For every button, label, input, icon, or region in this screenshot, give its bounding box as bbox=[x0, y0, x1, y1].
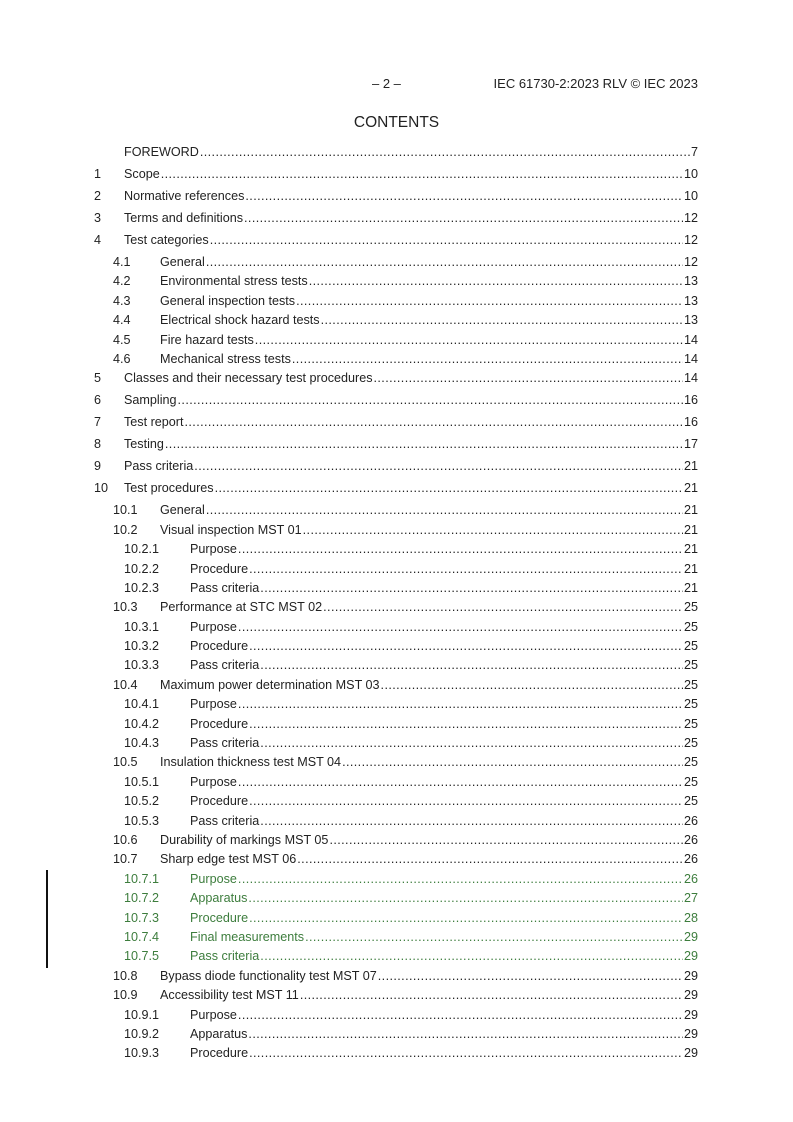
dot-leader bbox=[238, 1006, 683, 1025]
toc-entry-page: 7 bbox=[690, 145, 698, 159]
dot-leader bbox=[238, 618, 683, 637]
toc-entry-number: 10.4.2 bbox=[124, 716, 160, 731]
change-bar bbox=[46, 870, 48, 968]
toc-entry-title: Sampling bbox=[124, 391, 178, 413]
toc-entry-title: Bypass diode functionality test MST 07 bbox=[160, 967, 378, 986]
toc-entry-title: Pass criteria bbox=[124, 457, 194, 479]
toc-entry[interactable] bbox=[94, 311, 698, 330]
dot-leader bbox=[249, 1044, 683, 1063]
toc-entry-page: 16 bbox=[683, 393, 698, 408]
toc-entry-page: 26 bbox=[683, 852, 698, 867]
dot-leader bbox=[296, 292, 683, 311]
toc-entry-page: 25 bbox=[683, 755, 698, 770]
toc-entry-number: 10.4.1 bbox=[124, 697, 160, 712]
toc-entry-number: 10.9 bbox=[113, 988, 138, 1003]
dot-leader bbox=[342, 753, 683, 772]
toc-entry-title: Procedure bbox=[190, 1044, 249, 1063]
dot-leader bbox=[381, 676, 683, 695]
toc-entry-title: Normative references bbox=[124, 187, 245, 209]
toc-entry-number: 3 bbox=[94, 211, 102, 225]
toc-entry-title: Procedure bbox=[190, 715, 249, 734]
toc-entry-number: 10.2.1 bbox=[124, 542, 160, 557]
toc-entry-number: 10.7 bbox=[113, 852, 138, 867]
toc-entry-number bbox=[94, 143, 124, 165]
toc-entry[interactable] bbox=[94, 870, 698, 889]
document-identifier: IEC 61730-2:2023 RLV © IEC 2023 bbox=[493, 76, 698, 91]
dot-leader bbox=[260, 579, 683, 598]
table-of-contents bbox=[94, 143, 698, 1064]
toc-entry[interactable] bbox=[94, 292, 698, 311]
toc-entry-title: Procedure bbox=[190, 792, 249, 811]
dot-leader bbox=[297, 850, 683, 869]
toc-entry-number: 10.2 bbox=[113, 522, 138, 537]
toc-entry-page: 17 bbox=[683, 437, 698, 452]
toc-entry-page: 21 bbox=[683, 522, 698, 537]
toc-entry-page: 26 bbox=[683, 871, 698, 886]
toc-entry[interactable] bbox=[94, 457, 698, 479]
dot-leader bbox=[309, 272, 683, 291]
dot-leader bbox=[200, 143, 690, 165]
toc-entry-title: Test procedures bbox=[124, 479, 215, 501]
toc-entry-number: 2 bbox=[94, 189, 102, 203]
toc-entry-page: 12 bbox=[683, 233, 698, 247]
toc-entry-title: Mechanical stress tests bbox=[160, 350, 292, 369]
toc-entry-page: 25 bbox=[683, 774, 698, 789]
dot-leader bbox=[260, 947, 683, 966]
toc-entry-number: 10.9.2 bbox=[124, 1026, 160, 1041]
toc-entry-number: 4.1 bbox=[113, 255, 131, 269]
toc-entry-title: Purpose bbox=[190, 870, 238, 889]
toc-entry-title: Accessibility test MST 11 bbox=[160, 986, 300, 1005]
toc-entry[interactable] bbox=[94, 231, 698, 253]
toc-entry[interactable] bbox=[94, 967, 698, 986]
toc-entry[interactable] bbox=[94, 272, 698, 291]
toc-entry-title: Visual inspection MST 01 bbox=[160, 521, 303, 540]
dot-leader bbox=[321, 311, 683, 330]
toc-entry-page: 10 bbox=[683, 167, 698, 181]
dot-leader bbox=[329, 831, 683, 850]
toc-entry-number: 4 bbox=[94, 233, 102, 247]
toc-entry-page: 25 bbox=[683, 658, 698, 673]
toc-entry-title: Insulation thickness test MST 04 bbox=[160, 753, 342, 772]
toc-entry-page: 21 bbox=[683, 542, 698, 557]
toc-entry-title: Procedure bbox=[190, 637, 249, 656]
toc-entry-number: 1 bbox=[94, 167, 102, 181]
dot-leader bbox=[165, 435, 683, 457]
toc-entry[interactable] bbox=[94, 792, 698, 811]
dot-leader bbox=[260, 734, 683, 753]
toc-entry-title: Performance at STC MST 02 bbox=[160, 598, 323, 617]
toc-entry-number: 4.2 bbox=[113, 274, 131, 289]
toc-entry[interactable] bbox=[94, 889, 698, 908]
page-number: – 2 – bbox=[372, 76, 401, 91]
dot-leader bbox=[238, 695, 683, 714]
toc-entry-number: 10.6 bbox=[113, 832, 138, 847]
toc-entry-number: 10.5 bbox=[113, 755, 138, 770]
toc-entry-page: 13 bbox=[683, 274, 698, 289]
dot-leader bbox=[249, 909, 683, 928]
toc-entry[interactable] bbox=[94, 928, 698, 947]
toc-entry[interactable] bbox=[94, 947, 698, 966]
toc-entry-page: 29 bbox=[683, 1007, 698, 1022]
toc-entry-number: 10.9.3 bbox=[124, 1046, 160, 1061]
toc-entry[interactable] bbox=[94, 501, 698, 520]
toc-entry-number: 5 bbox=[94, 371, 102, 386]
dot-leader bbox=[238, 540, 683, 559]
toc-entry-number: 10.4 bbox=[113, 677, 138, 692]
toc-entry[interactable] bbox=[94, 187, 698, 209]
toc-entry-title: Durability of markings MST 05 bbox=[160, 831, 329, 850]
toc-entry-title: General bbox=[160, 253, 206, 272]
toc-entry[interactable] bbox=[94, 1006, 698, 1025]
toc-entry[interactable] bbox=[94, 753, 698, 772]
toc-entry[interactable] bbox=[94, 413, 698, 435]
toc-entry-title: Apparatus bbox=[190, 1025, 248, 1044]
dot-leader bbox=[178, 391, 683, 413]
toc-entry-page: 12 bbox=[683, 211, 698, 225]
toc-entry-number: 7 bbox=[94, 415, 102, 430]
toc-entry-page: 29 bbox=[683, 1026, 698, 1041]
toc-entry[interactable] bbox=[94, 656, 698, 675]
dot-leader bbox=[249, 715, 683, 734]
toc-entry-title: Purpose bbox=[190, 618, 238, 637]
dot-leader bbox=[249, 560, 683, 579]
toc-entry-page: 21 bbox=[683, 481, 698, 496]
toc-entry-number: 10.9.1 bbox=[124, 1007, 160, 1022]
toc-entry[interactable] bbox=[94, 812, 698, 831]
dot-leader bbox=[249, 792, 683, 811]
toc-entry-page: 26 bbox=[683, 832, 698, 847]
toc-entry-title: Procedure bbox=[190, 909, 249, 928]
toc-entry-number: 4.5 bbox=[113, 332, 131, 347]
dot-leader bbox=[305, 928, 683, 947]
toc-entry-title: General inspection tests bbox=[160, 292, 296, 311]
toc-entry[interactable] bbox=[94, 253, 698, 272]
toc-entry-title: Apparatus bbox=[190, 889, 248, 908]
toc-entry-title: Maximum power determination MST 03 bbox=[160, 676, 381, 695]
toc-entry[interactable] bbox=[94, 618, 698, 637]
toc-entry[interactable] bbox=[94, 391, 698, 413]
toc-entry[interactable] bbox=[94, 773, 698, 792]
dot-leader bbox=[206, 501, 683, 520]
toc-entry[interactable] bbox=[94, 695, 698, 714]
toc-entry[interactable] bbox=[94, 598, 698, 617]
dot-leader bbox=[249, 637, 683, 656]
dot-leader bbox=[374, 369, 683, 391]
toc-entry-number: 10.3.3 bbox=[124, 658, 160, 673]
toc-entry-number: 10.5.1 bbox=[124, 774, 160, 789]
toc-entry-title: Test categories bbox=[124, 231, 210, 253]
toc-entry[interactable] bbox=[94, 579, 698, 598]
toc-entry-title: Procedure bbox=[190, 560, 249, 579]
toc-entry-title: Purpose bbox=[190, 540, 238, 559]
dot-leader bbox=[303, 521, 683, 540]
toc-entry-number: 10.3 bbox=[113, 600, 138, 615]
toc-entry-number: 10.7.5 bbox=[124, 949, 160, 964]
toc-entry-page: 25 bbox=[683, 736, 698, 751]
toc-entry-page: 29 bbox=[683, 988, 698, 1003]
toc-entry-page: 25 bbox=[683, 619, 698, 634]
toc-entry-page: 13 bbox=[683, 313, 698, 328]
toc-entry-title: Fire hazard tests bbox=[160, 331, 255, 350]
toc-entry-number: 10 bbox=[94, 481, 109, 496]
toc-entry[interactable] bbox=[94, 850, 698, 869]
toc-entry[interactable] bbox=[94, 1025, 698, 1044]
toc-entry-number: 9 bbox=[94, 459, 102, 474]
toc-entry-page: 13 bbox=[683, 293, 698, 308]
toc-entry-page: 27 bbox=[683, 891, 698, 906]
toc-entry-title: Purpose bbox=[190, 1006, 238, 1025]
toc-entry-title: Pass criteria bbox=[190, 579, 260, 598]
toc-entry-page: 25 bbox=[683, 677, 698, 692]
toc-entry-page: 29 bbox=[683, 1046, 698, 1061]
toc-entry-title: Environmental stress tests bbox=[160, 272, 309, 291]
toc-entry-number: 10.3.2 bbox=[124, 639, 160, 654]
toc-entry-number: 10.7.2 bbox=[124, 891, 160, 906]
toc-entry-number: 10.3.1 bbox=[124, 619, 160, 634]
toc-entry-number: 10.7.4 bbox=[124, 929, 160, 944]
toc-entry-title: Test report bbox=[124, 413, 185, 435]
toc-entry-page: 26 bbox=[683, 813, 698, 828]
toc-entry-number: 10.7.3 bbox=[124, 910, 160, 925]
dot-leader bbox=[161, 165, 683, 187]
toc-entry-number: 10.5.2 bbox=[124, 794, 160, 809]
dot-leader bbox=[238, 773, 683, 792]
toc-entry[interactable] bbox=[94, 540, 698, 559]
dot-leader bbox=[238, 870, 683, 889]
toc-entry-number: 10.7.1 bbox=[124, 871, 160, 886]
toc-entry[interactable] bbox=[94, 1044, 698, 1063]
toc-entry-title: FOREWORD bbox=[124, 143, 200, 165]
toc-entry-page: 21 bbox=[683, 503, 698, 518]
toc-entry-page: 29 bbox=[683, 949, 698, 964]
toc-entry[interactable] bbox=[94, 831, 698, 850]
dot-leader bbox=[248, 1025, 683, 1044]
dot-leader bbox=[244, 209, 683, 231]
dot-leader bbox=[194, 457, 683, 479]
toc-entry[interactable] bbox=[94, 734, 698, 753]
toc-entry[interactable] bbox=[94, 209, 698, 231]
toc-entry-title: Testing bbox=[124, 435, 165, 457]
dot-leader bbox=[185, 413, 683, 435]
toc-entry-page: 12 bbox=[683, 255, 698, 269]
dot-leader bbox=[292, 350, 683, 369]
toc-entry-page: 25 bbox=[683, 639, 698, 654]
toc-entry[interactable] bbox=[94, 165, 698, 187]
toc-entry-title: Pass criteria bbox=[190, 734, 260, 753]
toc-entry-page: 14 bbox=[683, 371, 698, 386]
toc-entry-title: Purpose bbox=[190, 695, 238, 714]
dot-leader bbox=[210, 231, 683, 253]
toc-entry[interactable] bbox=[94, 715, 698, 734]
toc-entry-page: 25 bbox=[683, 600, 698, 615]
toc-entry-page: 25 bbox=[683, 794, 698, 809]
toc-entry-number: 4.4 bbox=[113, 313, 131, 328]
dot-leader bbox=[248, 889, 683, 908]
toc-entry-page: 14 bbox=[683, 351, 698, 366]
toc-entry-number: 10.2.3 bbox=[124, 580, 160, 595]
contents-title: CONTENTS bbox=[353, 114, 440, 131]
toc-entry-title: Scope bbox=[124, 165, 161, 187]
dot-leader bbox=[215, 479, 683, 501]
toc-entry-number: 6 bbox=[94, 393, 102, 408]
toc-entry-page: 29 bbox=[683, 929, 698, 944]
toc-entry[interactable] bbox=[94, 676, 698, 695]
toc-entry-page: 14 bbox=[683, 332, 698, 347]
toc-entry[interactable] bbox=[94, 435, 698, 457]
dot-leader bbox=[300, 986, 683, 1005]
toc-entry-number: 10.8 bbox=[113, 968, 138, 983]
dot-leader bbox=[260, 812, 683, 831]
toc-entry-page: 21 bbox=[683, 561, 698, 576]
toc-entry-title: Sharp edge test MST 06 bbox=[160, 850, 297, 869]
toc-entry-title: Classes and their necessary test procedures bbox=[124, 369, 374, 391]
toc-entry[interactable] bbox=[94, 560, 698, 579]
dot-leader bbox=[255, 331, 683, 350]
toc-entry-title: Pass criteria bbox=[190, 812, 260, 831]
toc-entry[interactable] bbox=[94, 479, 698, 501]
dot-leader bbox=[206, 253, 683, 272]
toc-entry-page: 29 bbox=[683, 968, 698, 983]
toc-entry[interactable] bbox=[94, 331, 698, 350]
toc-entry-title: Pass criteria bbox=[190, 947, 260, 966]
toc-entry[interactable] bbox=[94, 369, 698, 391]
toc-entry-page: 10 bbox=[683, 189, 698, 203]
toc-entry-number: 10.4.3 bbox=[124, 736, 160, 751]
toc-entry-title: Terms and definitions bbox=[124, 209, 244, 231]
toc-entry-title: Purpose bbox=[190, 773, 238, 792]
toc-entry-title: Pass criteria bbox=[190, 656, 260, 675]
toc-entry-number: 10.2.2 bbox=[124, 561, 160, 576]
toc-entry-number: 4.6 bbox=[113, 351, 131, 366]
toc-entry-page: 28 bbox=[683, 910, 698, 925]
toc-entry[interactable] bbox=[94, 909, 698, 928]
toc-entry-number: 10.1 bbox=[113, 503, 138, 518]
toc-entry-title: General bbox=[160, 501, 206, 520]
toc-entry-page: 21 bbox=[683, 580, 698, 595]
dot-leader bbox=[378, 967, 683, 986]
toc-entry[interactable] bbox=[94, 986, 698, 1005]
toc-entry-title: Final measurements bbox=[190, 928, 305, 947]
toc-entry[interactable] bbox=[94, 350, 698, 369]
toc-entry[interactable] bbox=[94, 637, 698, 656]
toc-entry-page: 25 bbox=[683, 697, 698, 712]
toc-entry-page: 21 bbox=[683, 459, 698, 474]
toc-entry-number: 4.3 bbox=[113, 293, 131, 308]
toc-entry-number: 10.5.3 bbox=[124, 813, 160, 828]
dot-leader bbox=[323, 598, 683, 617]
dot-leader bbox=[245, 187, 683, 209]
dot-leader bbox=[260, 656, 683, 675]
toc-entry[interactable] bbox=[94, 521, 698, 540]
toc-entry-title: Electrical shock hazard tests bbox=[160, 311, 321, 330]
toc-entry-page: 16 bbox=[683, 415, 698, 430]
toc-entry[interactable] bbox=[94, 143, 698, 165]
toc-entry-page: 25 bbox=[683, 716, 698, 731]
toc-entry-number: 8 bbox=[94, 437, 102, 452]
